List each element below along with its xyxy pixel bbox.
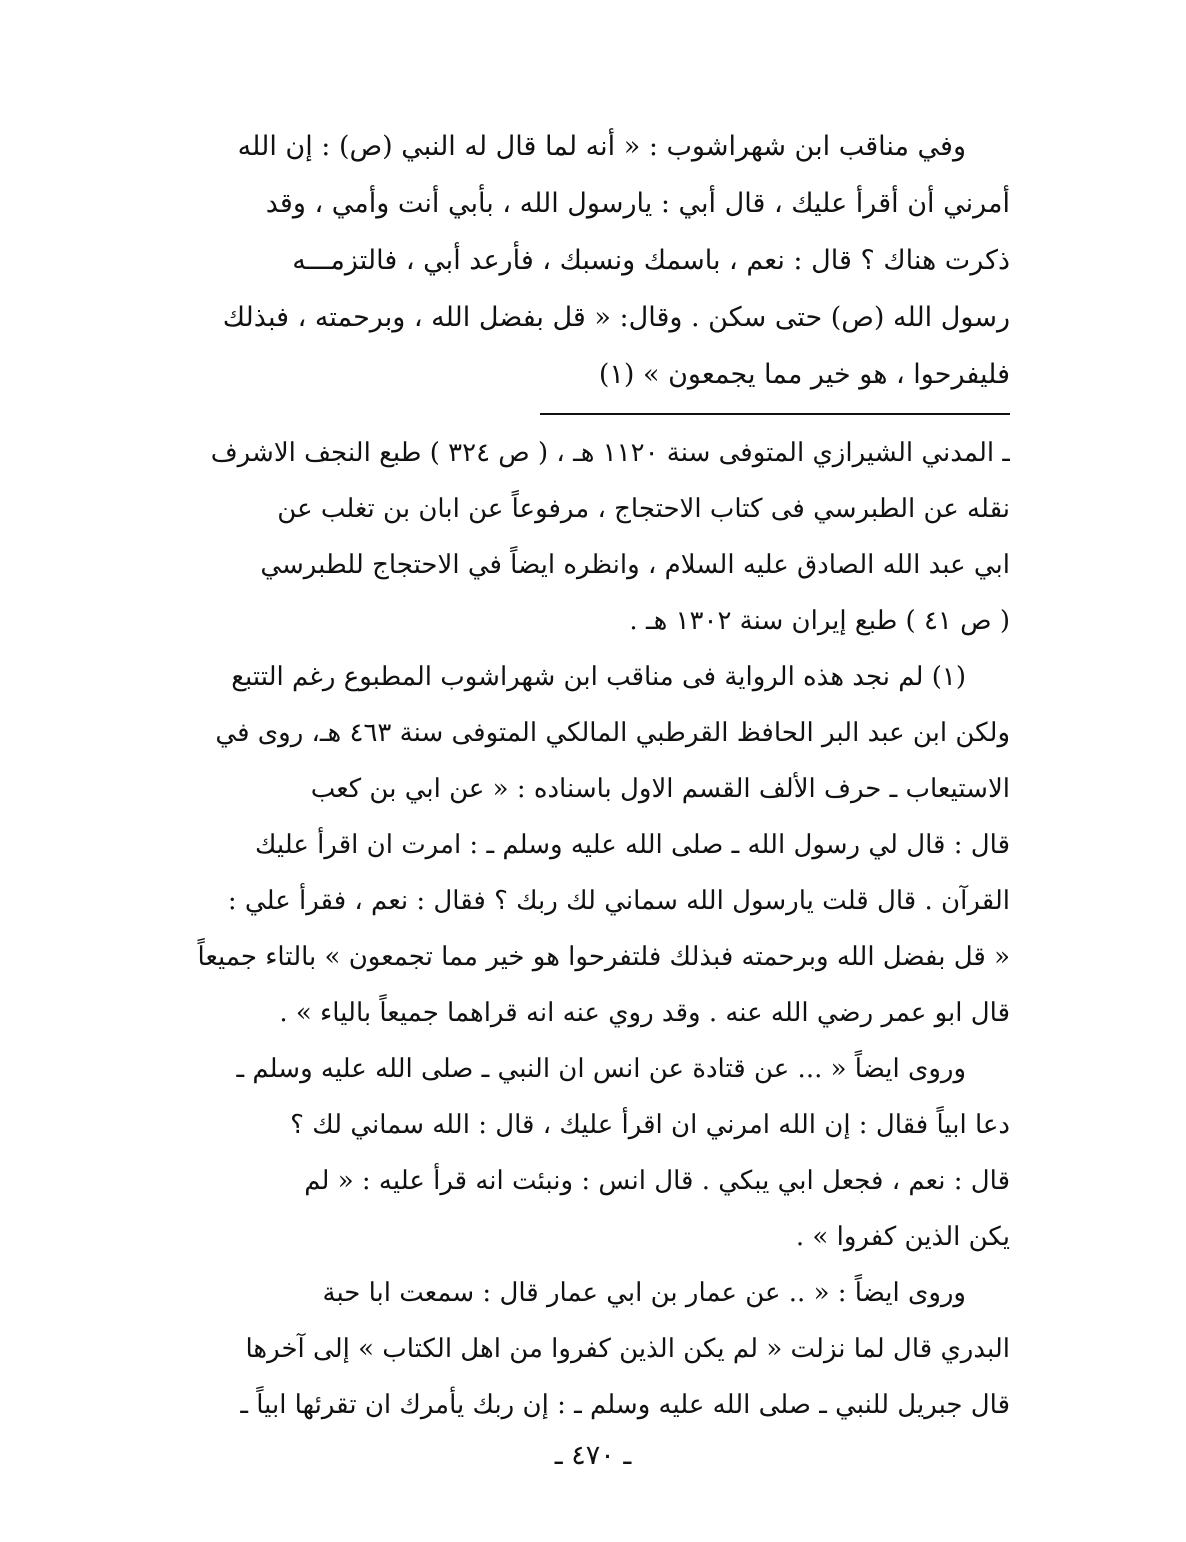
footnote-divider bbox=[540, 413, 1010, 415]
text-line: رسول الله (ص) حتى سكن . وقال: « قل بفضل الله ، وبرحمته ، فبذلك bbox=[222, 302, 1010, 333]
footnote-line: وروى ايضاً « ... عن قتادة عن انس ان النبي ـ صلى الله عليه وسلم ـ bbox=[236, 1054, 966, 1084]
footnote-line: « قل بفضل الله وبرحمته فبذلك فلتفرحوا هو خير مما تجمعون » بالتاء جميعاً bbox=[197, 942, 1010, 972]
footnote-line: قال : نعم ، فجعل ابي يبكي . قال انس : ونبئت انه قرأ عليه : « لم bbox=[304, 1166, 1010, 1196]
footnote-line: الاستيعاب ـ حرف الألف القسم الاول باسناده : « عن ابي بن كعب bbox=[310, 774, 1010, 804]
footnote-line: قال : قال لي رسول الله ـ صلى الله عليه وسلم ـ : امرت ان اقرأ عليك bbox=[254, 830, 1010, 860]
footnote-line: (١) لم نجد هذه الرواية فى مناقب ابن شهراشوب المطبوع رغم التتبع bbox=[231, 662, 966, 692]
footnote-line: دعا ابياً فقال : إن الله امرني ان اقرأ عليك ، قال : الله سماني لك ؟ bbox=[290, 1110, 1010, 1140]
page-number: ـ ٤٧٠ ـ bbox=[554, 1440, 632, 1471]
footnote-line: قال جبريل للنبي ـ صلى الله عليه وسلم ـ : إن ربك يأمرك ان تقرئها ابياً ـ bbox=[240, 1390, 1010, 1420]
footnote-line: ( ص ٤١ ) طبع إيران سنة ١٣٠٢ هـ . bbox=[629, 606, 1010, 636]
main-text bbox=[172, 118, 1010, 403]
footnote-line: نقله عن الطبرسي فى كتاب الاحتجاج ، مرفوعاً عن ابان بن تغلب عن bbox=[277, 494, 1010, 524]
footnote-line: ابي عبد الله الصادق عليه السلام ، وانظره ايضاً في الاحتجاج للطبرسي bbox=[260, 550, 1010, 580]
footnotes bbox=[172, 425, 1010, 1433]
footnote-line: ـ المدني الشيرازي المتوفى سنة ١١٢٠ هـ ، ( ص ٣٢٤ ) طبع النجف الاشرف bbox=[210, 438, 1010, 468]
text-line: فليفرحوا ، هو خير مما يجمعون » (١) bbox=[598, 359, 1010, 390]
footnote-line: القرآن . قال قلت يارسول الله سماني لك ربك ؟ فقال : نعم ، فقرأ علي : bbox=[227, 886, 1010, 916]
footnote-line: البدري قال لما نزلت « لم يكن الذين كفروا من اهل الكتاب » إلى آخرها bbox=[245, 1334, 1010, 1364]
footnote-line: وروى ايضاً : « .. عن عمار بن ابي عمار قال : سمعت ابا حبة bbox=[322, 1278, 966, 1308]
footnote-line: يكن الذين كفروا » . bbox=[795, 1222, 1010, 1252]
text-line: وفي مناقب ابن شهراشوب : « أنه لما قال له النبي (ص) : إن الله bbox=[237, 131, 966, 162]
footnote-line: قال ابو عمر رضي الله عنه . وقد روي عنه انه قراهما جميعاً بالياء » . bbox=[279, 998, 1010, 1028]
text-line: أمرني أن أقرأ عليك ، قال أبي : يارسول الله ، بأبي أنت وأمي ، وقد bbox=[265, 188, 1010, 219]
text-line: ذكرت هناك ؟ قال : نعم ، باسمك ونسبك ، فأرعد أبي ، فالتزمـــه bbox=[292, 245, 1010, 276]
footnote-line: ولكن ابن عبد البر الحافظ القرطبي المالكي المتوفى سنة ٤٦٣ هـ، روى في bbox=[215, 718, 1010, 748]
